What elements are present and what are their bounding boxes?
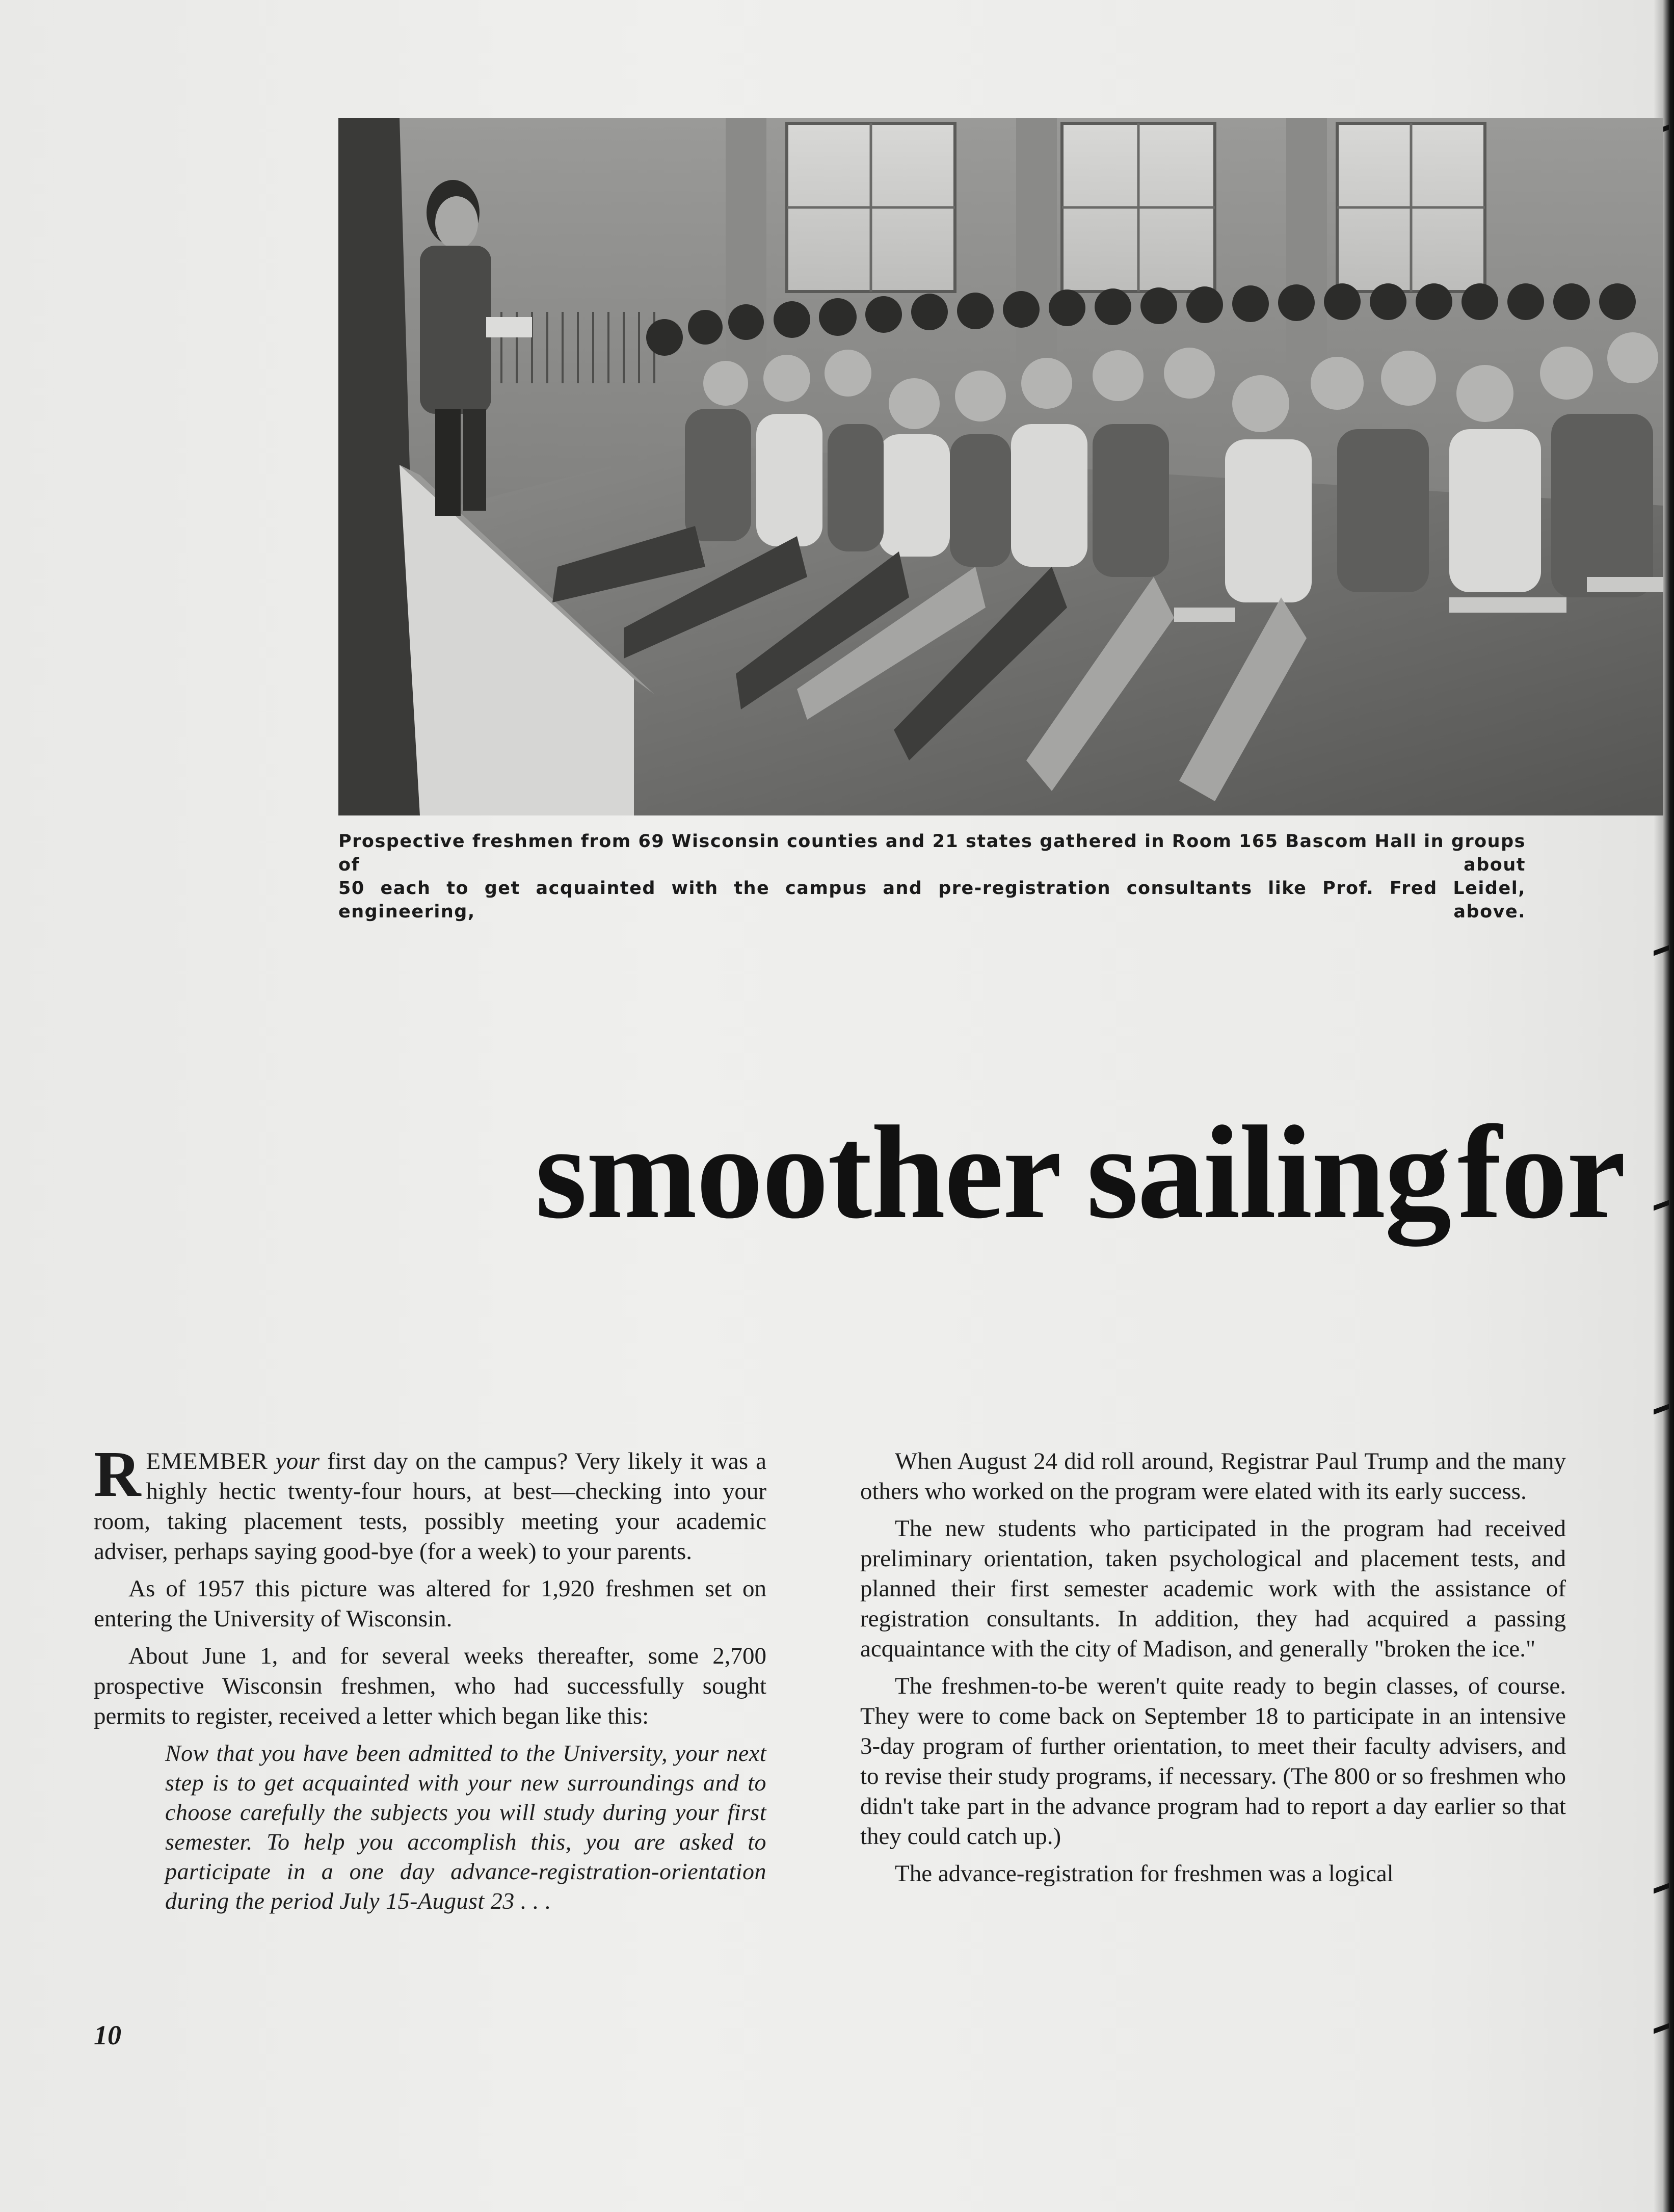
page-number: 10: [94, 2020, 121, 2050]
headline-word-smoother: smoother: [535, 1098, 1061, 1246]
left-paragraph-1: [94, 1438, 767, 1567]
caption-line-1: Prospective freshmen from 69 Wisconsin counties and 21 states gathered in Room 165 Bascom Hall in groups of about: [338, 831, 1526, 875]
right-paragraph-2: The new students who participated in the program had received preliminary orientation, taken psychological and placement tests, and planned their first semester academic work with the assistance of registration consultants. In addition, they had acquired a passing acquaintance with the city of Madison, and generally "broken the ice.": [860, 1515, 1566, 1662]
right-paragraph-3: The freshmen-to-be weren't quite ready to begin classes, of course. They were to come back on September 18 to participate in an intensive 3-day program of further orientation, to meet their faculty advisers, and to revise their study programs, if necessary. (The 800 or so freshmen who didn't take part in the advance program had to report a day earlier so that they could catch up.): [860, 1673, 1566, 1850]
right-paragraph-4: The advance-registration for freshmen was a logical: [895, 1860, 1394, 1887]
lead-italic: your: [275, 1448, 320, 1474]
left-text-column: [94, 1438, 767, 1923]
right-text-column: [860, 1446, 1566, 1896]
headline-word-for: for: [1457, 1098, 1625, 1246]
letter-quote: Now that you have been admitted to the University, your next step is to get acquainted with your new surroundings and to choose carefully the subjects you will study during your first semester. To help you accomplish this, you are asked to participate in a one day advance-registration-orientation during the period July 15-August 23 . . .: [165, 1740, 766, 1914]
lead-caps: EMEMBER: [146, 1448, 268, 1474]
left-paragraph-3: About June 1, and for several weeks thereafter, some 2,700 prospective Wisconsin freshmen, who had successfully sought permits to register, received a letter which began like this:: [94, 1643, 766, 1729]
headline-word-sailing: sailing: [1086, 1098, 1451, 1246]
article-headline: [535, 1096, 1674, 1249]
drop-cap: R: [94, 1438, 141, 1510]
left-paragraph-2: As of 1957 this picture was altered for 1,920 freshmen set on entering the University of Wisconsin.: [94, 1575, 766, 1632]
caption-line-2: 50 each to get acquainted with the campus and pre-registration consultants like Prof. Fred Leidel, engineering, above.: [338, 878, 1526, 922]
lecture-hall-photo: [338, 118, 1663, 815]
photo-caption: [338, 830, 1526, 924]
lead-rest: first day on the campus? Very likely it was a highly hectic twenty-four hours, at best—checking into your room, taking placement tests, possibly meeting your academic adviser, perhaps saying good-bye (for a week) to your parents.: [94, 1448, 767, 1565]
right-paragraph-1: When August 24 did roll around, Registrar Paul Trump and the many others who worked on the program were elated with its early success.: [860, 1448, 1566, 1505]
